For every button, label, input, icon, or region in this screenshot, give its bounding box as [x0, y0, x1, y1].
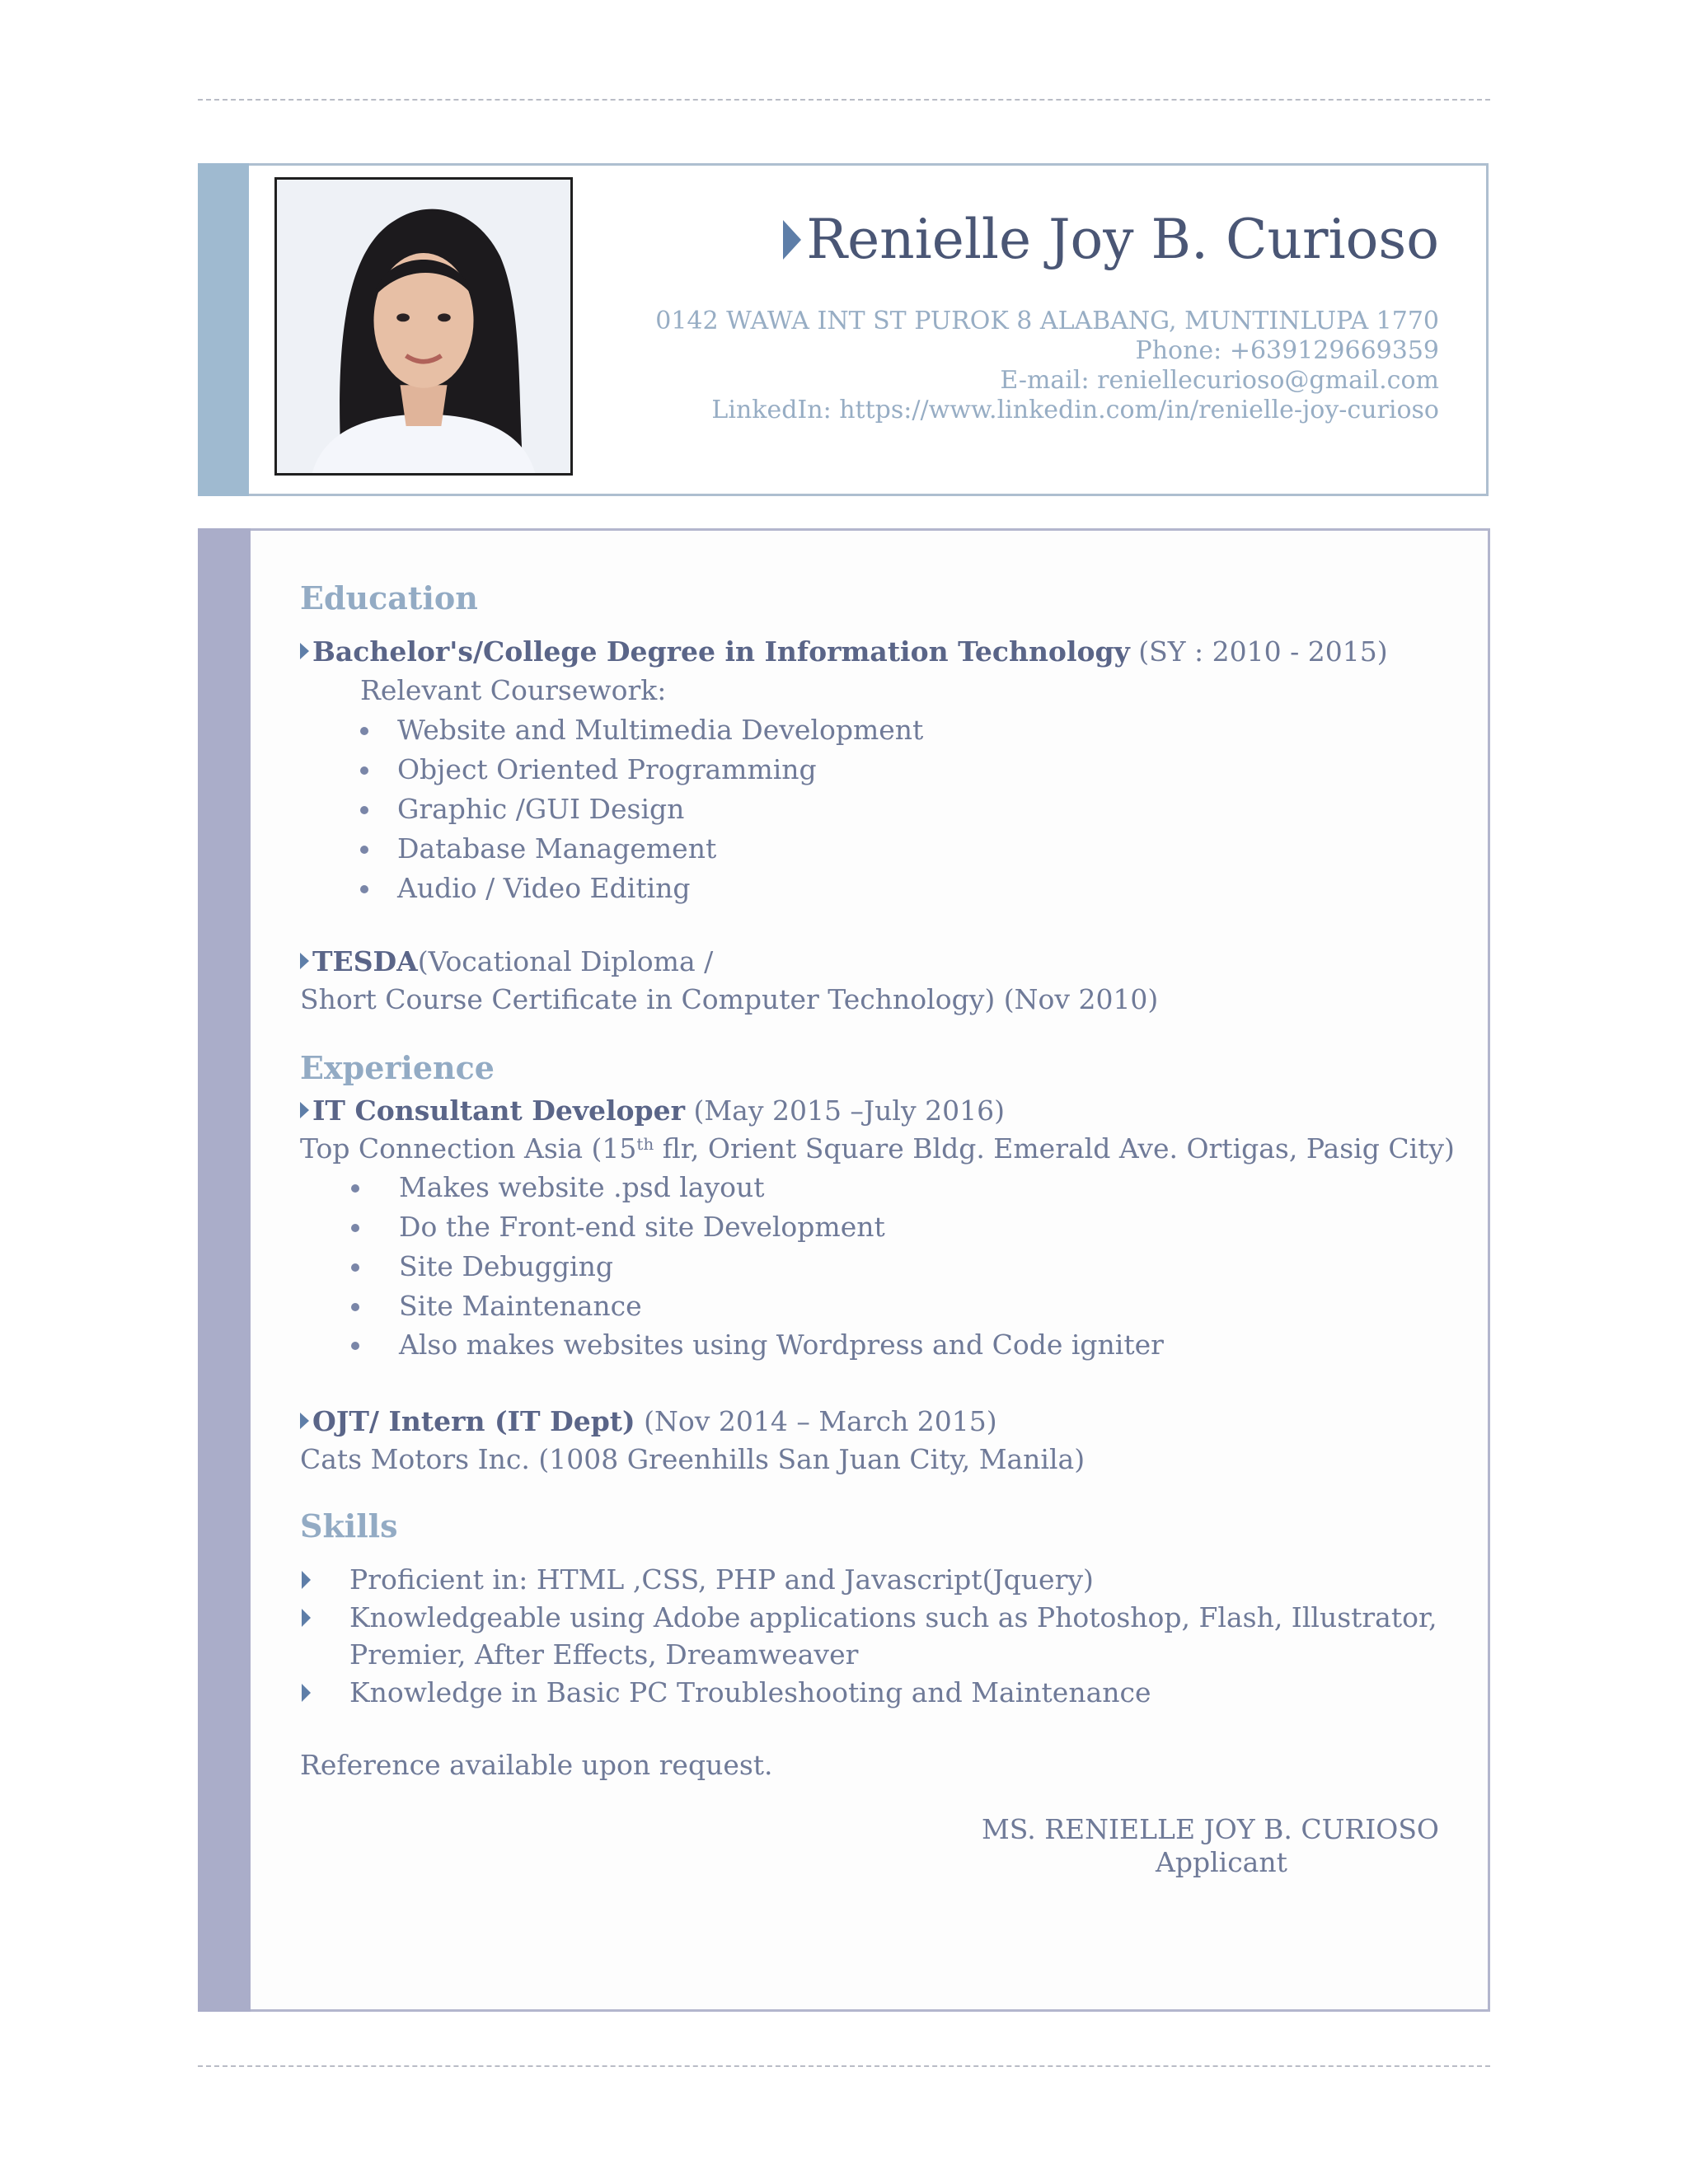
- experience-heading: Experience: [300, 1049, 495, 1086]
- applicant-name: [783, 208, 1439, 271]
- bullet-icon: [360, 806, 368, 814]
- job1-company-part: Top Connection Asia (15: [300, 1132, 637, 1165]
- skill-item: Knowledge in Basic PC Troubleshooting and Maintenance: [349, 1676, 1151, 1708]
- header-accent-bar: [198, 163, 249, 496]
- phone: Phone: +639129669359: [1135, 336, 1439, 365]
- skill-marker-icon: [302, 1571, 311, 1589]
- job2-company: Cats Motors Inc. (1008 Greenhills San Juan City, Manila): [300, 1443, 1085, 1475]
- degree-title: Bachelor's/College Degree in Information Technology: [312, 635, 1130, 668]
- signature-role: Applicant: [1156, 1846, 1287, 1878]
- job2-marker-icon: [300, 1413, 309, 1429]
- job1-company-sup: th: [636, 1134, 654, 1154]
- linkedin: LinkedIn: https://www.linkedin.com/in/renielle-joy-curioso: [711, 396, 1439, 424]
- degree-period: (SY : 2010 - 2015): [1129, 635, 1388, 668]
- duty-item: Site Maintenance: [399, 1290, 642, 1322]
- main-panel: [198, 528, 1490, 2012]
- tesda-line: [300, 945, 713, 977]
- skill-marker-icon: [302, 1684, 311, 1702]
- bullet-icon: [351, 1303, 359, 1311]
- skill-item: Knowledgeable using Adobe applications such as Photoshop, Flash, Illustrator,: [349, 1601, 1437, 1633]
- job2-period: (Nov 2014 – March 2015): [635, 1405, 997, 1437]
- tesda-text: (Vocational Diploma /: [417, 945, 714, 977]
- bullet-icon: [360, 766, 368, 775]
- email: E-mail: reniellecurioso@gmail.com: [1000, 366, 1439, 395]
- job1-title: IT Consultant Developer: [312, 1094, 685, 1127]
- bullet-icon: [351, 1224, 359, 1232]
- name-text: Renielle Joy B. Curioso: [806, 208, 1439, 271]
- coursework-label: Relevant Coursework:: [360, 674, 667, 706]
- course-item: Graphic /GUI Design: [397, 793, 685, 825]
- bottom-divider: [198, 2065, 1490, 2067]
- duty-item: Do the Front-end site Development: [399, 1211, 885, 1243]
- address: 0142 WAWA INT ST PUROK 8 ALABANG, MUNTINLUPA 1770: [655, 307, 1439, 335]
- course-item: Database Management: [397, 832, 717, 865]
- job1-period: (May 2015 –July 2016): [685, 1094, 1005, 1127]
- bullet-icon: [360, 885, 368, 893]
- skill-marker-icon: [302, 1609, 311, 1627]
- course-item: Audio / Video Editing: [397, 872, 691, 904]
- job1-company: [300, 1132, 1455, 1165]
- degree-line: [300, 635, 1388, 668]
- top-divider: [198, 99, 1490, 101]
- tesda-title: TESDA: [312, 945, 418, 977]
- tesda-detail: Short Course Certificate in Computer Technology) (Nov 2010): [300, 983, 1159, 1015]
- reference-note: Reference available upon request.: [300, 1749, 773, 1781]
- bullet-icon: [360, 727, 368, 735]
- contact-block: [655, 307, 1439, 425]
- skill-item-continued: Premier, After Effects, Dreamweaver: [349, 1638, 859, 1671]
- job1-marker-icon: [300, 1102, 309, 1118]
- skill-item: Proficient in: HTML ,CSS, PHP and Javascript(Jquery): [349, 1563, 1094, 1596]
- bullet-icon: [351, 1263, 359, 1272]
- job2-title: OJT/ Intern (IT Dept): [312, 1405, 635, 1437]
- skills-heading: Skills: [300, 1507, 398, 1544]
- degree-marker-icon: [300, 643, 309, 659]
- job1-company-part: flr, Orient Square Bldg. Emerald Ave. Ortigas, Pasig City): [654, 1132, 1455, 1165]
- course-item: Object Oriented Programming: [397, 753, 817, 785]
- job1-line: [300, 1094, 1005, 1127]
- duty-item: Makes website .psd layout: [399, 1171, 765, 1203]
- duty-item: Site Debugging: [399, 1250, 613, 1282]
- course-item: Website and Multimedia Development: [397, 714, 924, 746]
- bullet-icon: [351, 1184, 359, 1193]
- tesda-marker-icon: [300, 953, 309, 969]
- profile-photo: [274, 177, 573, 476]
- bullet-icon: [360, 846, 368, 854]
- bullet-icon: [351, 1342, 359, 1350]
- signature-name: MS. RENIELLE JOY B. CURIOSO: [982, 1813, 1439, 1845]
- education-heading: Education: [300, 579, 478, 616]
- duty-item: Also makes websites using Wordpress and Code igniter: [399, 1329, 1164, 1361]
- name-marker-icon: [783, 220, 801, 260]
- main-accent-bar: [198, 528, 251, 2012]
- job2-line: [300, 1405, 997, 1437]
